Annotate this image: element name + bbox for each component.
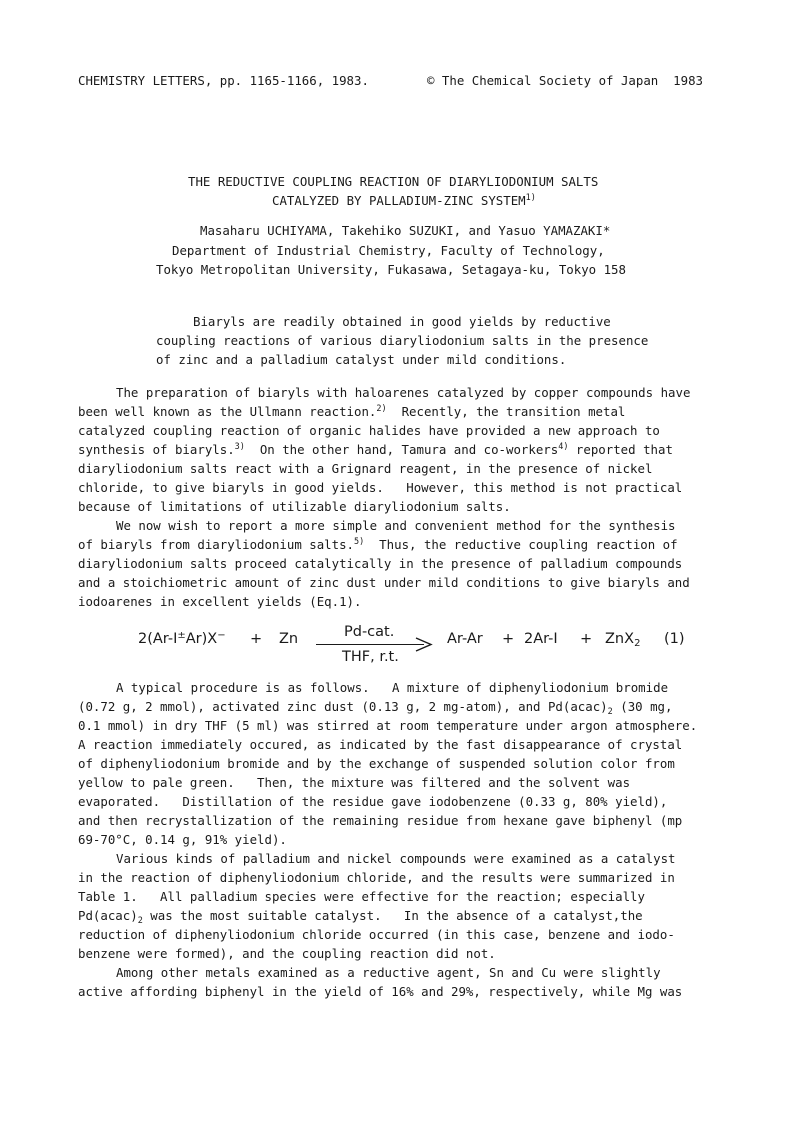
affiliation-line-1: Department of Industrial Chemistry, Faculty of Technology, — [172, 243, 605, 258]
footnote-ref: 5) — [354, 537, 365, 547]
footnote-ref: 4) — [558, 442, 569, 452]
body-line: and then recrystallization of the remaining residue from hexane gave biphenyl (mp — [78, 813, 683, 828]
body-line: The preparation of biaryls with haloarenes catalyzed by copper compounds have — [116, 385, 691, 400]
equation-reactant: 2(Ar-I±Ar)X− — [138, 630, 226, 647]
body-line: benzene were formed), and the coupling reaction did not. — [78, 946, 496, 961]
authors: Masaharu UCHIYAMA, Takehiko SUZUKI, and Yasuo YAMAZAKI* — [200, 223, 611, 238]
affiliation-line-2: Tokyo Metropolitan University, Fukasawa, Setagaya-ku, Tokyo 158 — [156, 262, 626, 277]
body-line: catalyzed coupling reaction of organic halides have provided a new approach to — [78, 423, 660, 438]
paper-title-line-1: THE REDUCTIVE COUPLING REACTION OF DIARYLIODONIUM SALTS — [188, 174, 599, 189]
body-line: A reaction immediately occured, as indicated by the fast disappearance of crystal — [78, 737, 683, 752]
body-line: evaporated. Distillation of the residue gave iodobenzene (0.33 g, 80% yield), — [78, 794, 668, 809]
body-line: of biaryls from diaryliodonium salts.$^{5)}$ Thus, the reductive coupling reaction of — [78, 537, 678, 552]
body-line: A typical procedure is as follows. A mixture of diphenyliodonium bromide — [116, 680, 669, 695]
reaction-arrow — [316, 644, 424, 645]
footnote-ref: 3) — [234, 442, 245, 452]
arrow-head-icon — [414, 634, 434, 654]
body-line: 69-70°C, 0.14 g, 91% yield). — [78, 832, 287, 847]
body-line: (0.72 g, 2 mmol), activated zinc dust (0.13 g, 2 mg-atom), and $Pd(acac)_2$ (30 mg, — [78, 699, 673, 717]
body-line: in the reaction of diphenyliodonium chloride, and the results were summarized in — [78, 870, 675, 885]
body-line: diaryliodonium salts proceed catalytically in the presence of palladium compounds — [78, 556, 683, 571]
body-line: Table 1. All palladium species were effective for the reaction; especially — [78, 889, 645, 904]
body-line: reduction of diphenyliodonium chloride occurred (in this case, benzene and iodo- — [78, 927, 675, 942]
body-line: iodoarenes in excellent yields (Eq.1). — [78, 594, 362, 609]
body-line: yellow to pale green. Then, the mixture was filtered and the solvent was — [78, 775, 631, 790]
equation-plus: + — [580, 631, 593, 647]
body-line: We now wish to report a more simple and convenient method for the synthesis — [116, 518, 676, 533]
footnote-ref: 2) — [376, 404, 387, 414]
footnote-ref: 1) — [525, 193, 536, 203]
body-line: $Pd(acac)_2$ was the most suitable catalyst. In the absence of a catalyst,the — [78, 908, 643, 926]
equation-product: Ar-Ar — [447, 631, 483, 647]
body-line: chloride, to give biaryls in good yields. However, this method is not practical — [78, 480, 683, 495]
body-line: and a stoichiometric amount of zinc dust under mild conditions to give biaryls and — [78, 575, 690, 590]
body-line: active affording biphenyl in the yield of 16% and 29%, respectively, while Mg was — [78, 984, 683, 999]
equation-catalyst: Pd-cat. — [344, 624, 395, 640]
body-line: of diphenyliodonium bromide and by the exchange of suspended solution color from — [78, 756, 675, 771]
abstract-line: coupling reactions of various diaryliodonium salts in the presence — [156, 333, 649, 348]
equation-plus: + — [250, 631, 263, 647]
body-line: Among other metals examined as a reductive agent, Sn and Cu were slightly — [116, 965, 661, 980]
body-line: Various kinds of palladium and nickel compounds were examined as a catalyst — [116, 851, 676, 866]
equation-product: ZnX$_2$ — [605, 631, 641, 649]
equation-zinc: Zn — [279, 631, 299, 647]
equation-number: (1) — [664, 631, 685, 647]
equation-product: 2Ar-I — [524, 631, 558, 647]
body-line: diaryliodonium salts react with a Grignard reagent, in the presence of nickel — [78, 461, 653, 476]
journal-citation: CHEMISTRY LETTERS, pp. 1165-1166, 1983. — [78, 73, 369, 88]
body-line: because of limitations of utilizable diaryliodonium salts. — [78, 499, 511, 514]
body-line: 0.1 mmol) in dry THF (5 ml) was stirred at room temperature under argon atmosphere. — [78, 718, 698, 733]
abstract-line: Biaryls are readily obtained in good yields by reductive — [193, 314, 611, 329]
equation-plus: + — [502, 631, 515, 647]
copyright-notice: © The Chemical Society of Japan 1983 — [427, 73, 704, 88]
body-line: been well known as the Ullmann reaction.$^{2)}$ Recently, the transition metal — [78, 404, 626, 419]
paper-title-line-2: CATALYZED BY PALLADIUM-ZINC SYSTEM$^{1)}$ — [272, 193, 536, 208]
equation-conditions: THF, r.t. — [342, 649, 399, 665]
body-line: synthesis of biaryls.$^{3)}$ On the other hand, Tamura and co-workers$^{4)}$ reported that — [78, 442, 673, 457]
abstract-line: of zinc and a palladium catalyst under mild conditions. — [156, 352, 567, 367]
